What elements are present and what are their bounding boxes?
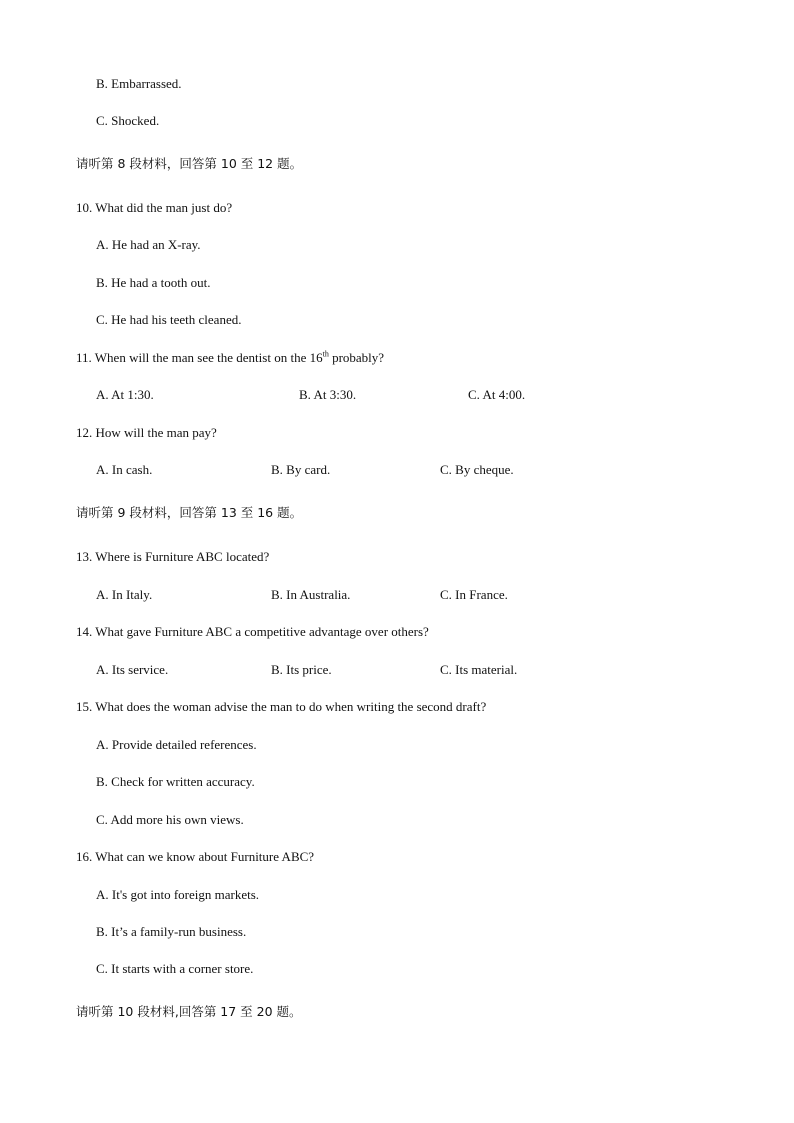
q10-option-c: C. He had his teeth cleaned.	[96, 312, 242, 327]
option-b-embarrassed: B. Embarrassed.	[96, 76, 182, 91]
q15-option-a: A. Provide detailed references.	[96, 737, 257, 752]
q10-option-b: B. He had a tooth out.	[96, 275, 211, 290]
q11-option-b: B. At 3:30.	[299, 387, 357, 402]
q11-stem-tail: probably?	[328, 350, 385, 365]
q15-option-c: C. Add more his own views.	[96, 812, 244, 827]
q16-option-b: B. It’s a family-run business.	[96, 924, 247, 939]
option-c-shocked: C. Shocked.	[96, 113, 160, 128]
question-16: 16. What can we know about Furniture ABC?	[76, 849, 315, 864]
q15-option-b: B. Check for written accuracy.	[96, 774, 255, 789]
q13-option-b: B. In Australia.	[271, 587, 351, 602]
q16-option-c: C. It starts with a corner store.	[96, 961, 254, 976]
question-12: 12. How will the man pay?	[76, 425, 217, 440]
question-10: 10. What did the man just do?	[76, 200, 233, 215]
section-8-instruction: 请听第 8 段材料，回答第 10 至 12 题。	[76, 156, 303, 171]
q11-stem-superscript: th	[322, 349, 329, 359]
q11-option-a: A. At 1:30.	[96, 387, 154, 402]
section-10-instruction: 请听第 10 段材料,回答第 17 至 20 题。	[76, 1004, 302, 1019]
q14-option-a: A. Its service.	[96, 662, 169, 677]
section-9-instruction: 请听第 9 段材料，回答第 13 至 16 题。	[76, 505, 303, 520]
q12-option-c: C. By cheque.	[440, 462, 514, 477]
q11-stem-text: 11. When will the man see the dentist on the 16	[76, 350, 323, 365]
question-13: 13. Where is Furniture ABC located?	[76, 549, 270, 564]
question-14: 14. What gave Furniture ABC a competitive advantage over others?	[76, 624, 429, 639]
q13-option-a: A. In Italy.	[96, 587, 153, 602]
q12-option-b: B. By card.	[271, 462, 331, 477]
q10-option-a: A. He had an X-ray.	[96, 237, 201, 252]
q14-option-c: C. Its material.	[440, 662, 518, 677]
q13-option-c: C. In France.	[440, 587, 508, 602]
q14-option-b: B. Its price.	[271, 662, 332, 677]
question-11	[76, 350, 384, 366]
q11-option-c: C. At 4:00.	[468, 387, 526, 402]
q12-option-a: A. In cash.	[96, 462, 153, 477]
q16-option-a: A. It's got into foreign markets.	[96, 887, 260, 902]
question-15: 15. What does the woman advise the man to do when writing the second draft?	[76, 699, 487, 714]
